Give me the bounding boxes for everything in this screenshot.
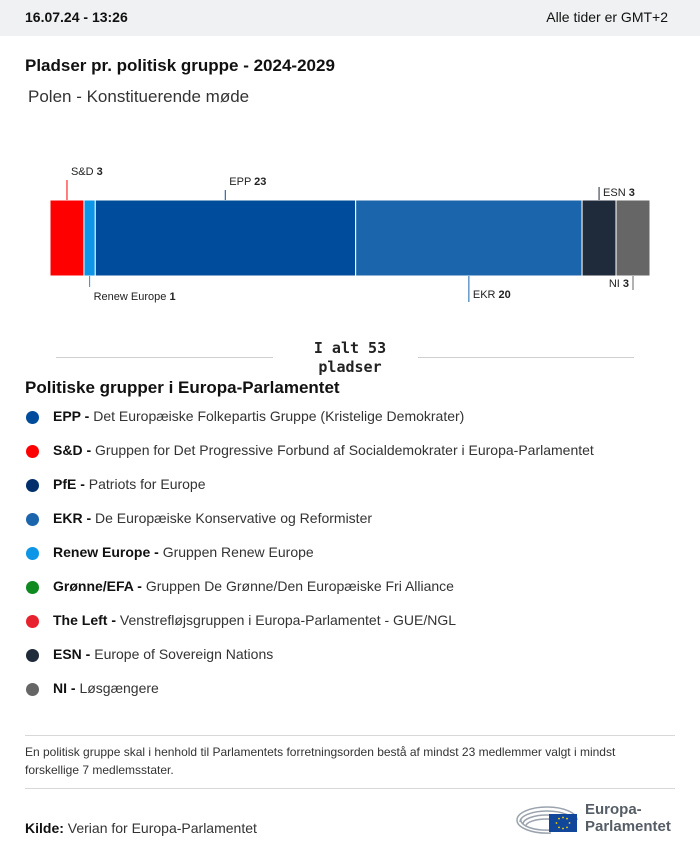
legend-name: Patriots for Europe bbox=[88, 476, 206, 492]
legend-dot bbox=[26, 683, 39, 696]
timestamp: 16.07.24 - 13:26 bbox=[25, 9, 128, 25]
legend-abbr: The Left - bbox=[53, 612, 116, 628]
legend-name: Gruppen De Grønne/Den Europæiske Fri Alliance bbox=[145, 578, 454, 594]
bar-label-value: 20 bbox=[498, 289, 511, 301]
legend-name: Gruppen Renew Europe bbox=[162, 544, 314, 560]
bar-segment-ni bbox=[616, 200, 650, 276]
european-parliament-logo-icon bbox=[515, 798, 579, 838]
source bbox=[25, 820, 257, 836]
legend-dot bbox=[26, 445, 39, 458]
chart-subtitle: Polen - Konstituerende møde bbox=[28, 87, 250, 106]
total-line-left bbox=[56, 357, 273, 358]
source-label: Kilde: bbox=[25, 820, 64, 836]
bar-label-value: 3 bbox=[96, 166, 103, 178]
divider bbox=[25, 788, 675, 789]
bar-segment-s-d bbox=[50, 200, 84, 276]
source-text: Verian for Europa-Parlamentet bbox=[67, 820, 257, 836]
legend-name: Venstrefløjsgruppen i Europa-Parlamentet - GUE/NGL bbox=[119, 612, 457, 628]
bar-segment-esn bbox=[582, 200, 616, 276]
bar-label-epp bbox=[229, 176, 266, 188]
bar-label-value: 23 bbox=[254, 176, 267, 188]
legend-dot bbox=[26, 479, 39, 492]
legend-name: Gruppen for Det Progressive Forbund af Socialdemokrater i Europa-Parlamentet bbox=[95, 442, 594, 458]
legend-name: De Europæiske Konservative og Reformister bbox=[95, 510, 373, 526]
legend-abbr: NI - bbox=[53, 680, 76, 696]
legend-dot bbox=[26, 547, 39, 560]
legend-abbr: Renew Europe - bbox=[53, 544, 159, 560]
legend-name: Det Europæiske Folkepartis Gruppe (Kristelige Demokrater) bbox=[93, 408, 465, 424]
bar-label-name: EKR bbox=[472, 289, 499, 301]
logo-text bbox=[585, 801, 671, 835]
bar-label-s-d bbox=[71, 166, 103, 178]
bar-label-ni bbox=[609, 278, 629, 290]
bar-label-value: 3 bbox=[622, 278, 629, 290]
bar-label-value: 1 bbox=[169, 291, 176, 303]
bar-segment-epp bbox=[95, 200, 355, 276]
bar-label-name: NI bbox=[608, 278, 623, 290]
bar-segment-renew-europe bbox=[84, 200, 95, 276]
bar-label-renew-europe bbox=[94, 291, 176, 303]
legend-dot bbox=[26, 581, 39, 594]
logo-line2: Parlamentet bbox=[585, 818, 671, 835]
bar-label-name: Renew Europe bbox=[93, 291, 170, 303]
bar-label-name: ESN bbox=[603, 187, 629, 199]
logo-line1: Europa- bbox=[585, 801, 642, 818]
legend-dot bbox=[26, 649, 39, 662]
top-bar bbox=[0, 0, 700, 36]
total-seats bbox=[290, 339, 410, 377]
legend-abbr: S&D - bbox=[53, 442, 92, 458]
legend-abbr: ESN - bbox=[53, 646, 91, 662]
divider bbox=[25, 735, 675, 736]
total-seats-count: I alt 53 bbox=[313, 339, 387, 357]
bar-label-name: S&D bbox=[70, 166, 97, 178]
legend-abbr: EKR - bbox=[53, 510, 92, 526]
legend-dot bbox=[26, 411, 39, 424]
bar-label-name: EPP bbox=[229, 176, 255, 188]
seat-distribution-chart bbox=[0, 150, 700, 325]
footnote: En politisk gruppe skal i henhold til Parlamentets forretningsorden bestå af mindst 23 medlemmer valgt i mindst forskellige 7 medlemsstater. bbox=[25, 745, 616, 777]
bar-label-ekr bbox=[473, 289, 511, 301]
total-seats-unit: pladser bbox=[318, 358, 382, 376]
bar-segment-ekr bbox=[356, 200, 582, 276]
legend-abbr: Grønne/EFA - bbox=[53, 578, 142, 594]
legend-name: Løsgængere bbox=[79, 680, 159, 696]
legend-abbr: PfE - bbox=[53, 476, 85, 492]
legend-dot bbox=[26, 615, 39, 628]
bar-label-value: 3 bbox=[628, 187, 635, 199]
bar-label-esn bbox=[603, 187, 635, 199]
european-parliament-logo bbox=[515, 798, 680, 838]
chart-title: Pladser pr. politisk gruppe - 2024-2029 bbox=[25, 56, 335, 75]
legend-title: Politiske grupper i Europa-Parlamentet bbox=[25, 378, 340, 397]
total-line-right bbox=[418, 357, 634, 358]
legend-dot bbox=[26, 513, 39, 526]
legend-name: Europe of Sovereign Nations bbox=[94, 646, 274, 662]
timezone-note: Alle tider er GMT+2 bbox=[546, 9, 668, 25]
legend-abbr: EPP - bbox=[53, 408, 90, 424]
